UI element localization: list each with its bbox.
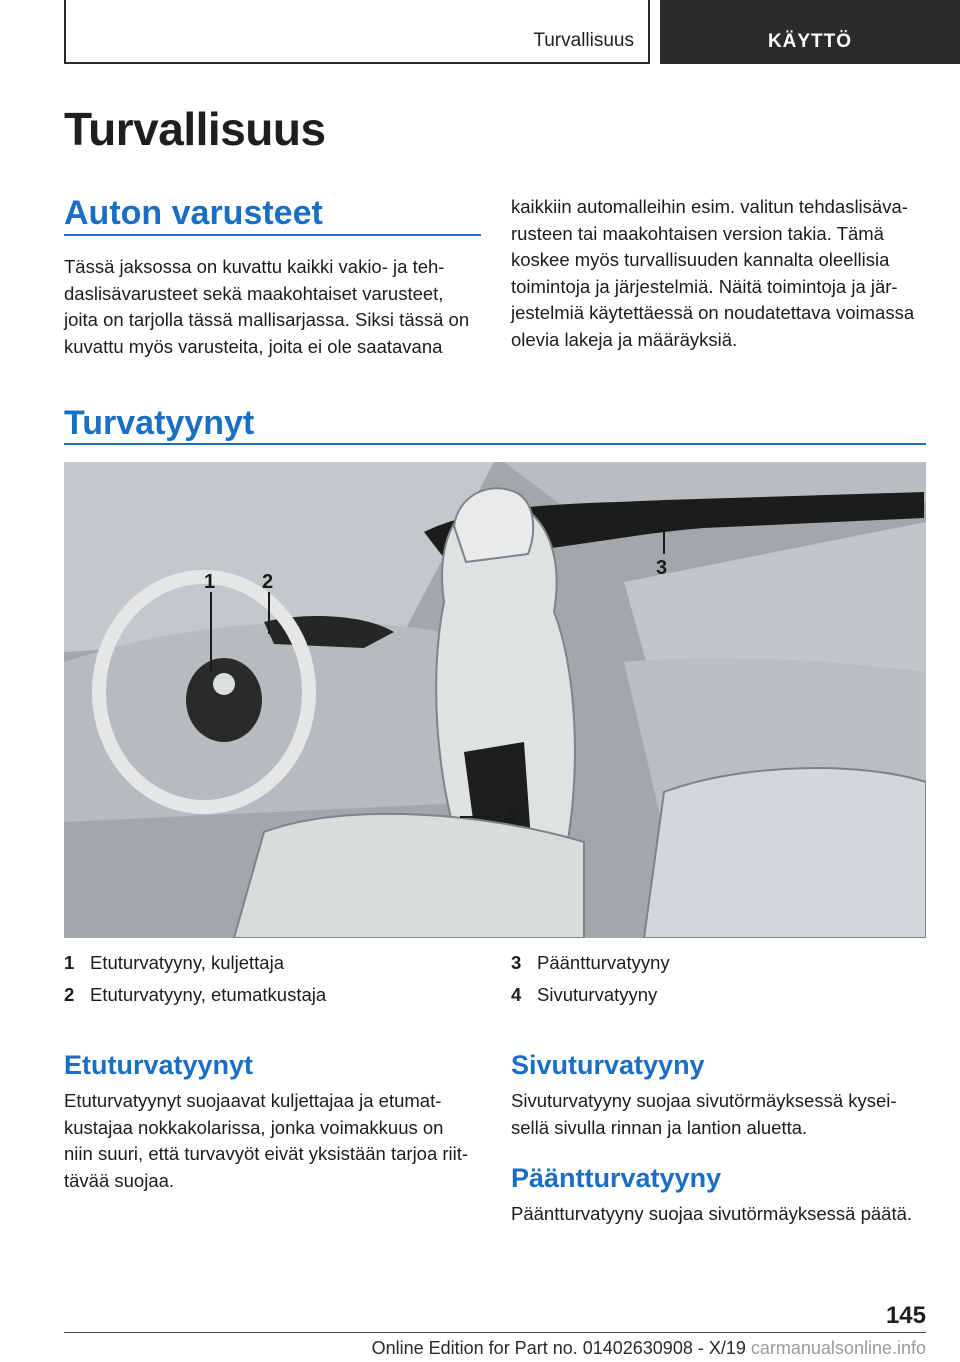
text-line: Sivuturvatyyny suojaa sivutörmäyksessä kysei- (511, 1090, 897, 1111)
legend-label: Etuturvatyyny, etumatkustaja (90, 984, 327, 1005)
callout-3: 3 (656, 557, 668, 579)
seat-cushion (234, 814, 584, 938)
legend-item (511, 984, 657, 1006)
text-line: Etuturvatyynyt suojaavat kuljettajaa ja etumat- (64, 1090, 442, 1111)
legend-number: 2 (64, 984, 75, 1005)
airbag-illustration (64, 462, 926, 938)
heading-airbags: Turvatyynyt (64, 404, 255, 442)
equipment-text-col2 (511, 194, 931, 353)
page-title: Turvallisuus (64, 103, 326, 155)
text-line: toimintoja ja järjestelmiä. Näitä toimintoja ja jär- (511, 275, 898, 297)
legend-number: 3 (511, 952, 522, 973)
text-line: rusteen tai maakohtaisen version takia. Tämä (511, 222, 884, 244)
footer-edition-text: Online Edition for Part no. 01402630908 - X/19 (371, 1338, 746, 1358)
text-line: sellä sivulla rinnan ja lantion aluetta. (511, 1116, 808, 1138)
text-line: Pääntturvatyyny suojaa sivutörmäyksessä päätä. (511, 1203, 913, 1224)
heading-airbags-rule (64, 443, 926, 445)
car-interior-drawing (64, 462, 926, 938)
equipment-text-col1 (64, 254, 484, 360)
dashboard (64, 622, 484, 822)
heading-head-airbag: Pääntturvatyyny (511, 1163, 722, 1193)
legend-label: Etuturvatyyny, kuljettaja (90, 952, 284, 973)
text-line: kaikkiin automalleihin esim. valitun tehdaslisäva- (511, 196, 908, 217)
legend-label: Sivuturvatyyny (537, 984, 658, 1005)
heading-equipment: Auton varusteet (64, 194, 323, 232)
side-airbag-text (511, 1088, 931, 1141)
rear-seat (644, 768, 926, 938)
footer-rule (64, 1332, 926, 1333)
text-line: Tässä jaksossa on kuvattu kaikki vakio- ja teh- (64, 256, 445, 277)
heading-front-airbags: Etuturvatyynyt (64, 1050, 254, 1080)
legend-label: Pääntturvatyyny (537, 952, 670, 973)
text-line: joita on tarjolla tässä mallisarjassa. Siksi tässä on (64, 309, 470, 330)
footer-edition (64, 1338, 926, 1359)
driver-airbag-hub (186, 658, 262, 742)
header-section-title: Turvallisuus (533, 30, 634, 51)
front-airbags-text (64, 1088, 484, 1194)
bmw-logo-icon (213, 673, 235, 695)
callout-2: 2 (262, 571, 274, 593)
heading-side-airbag: Sivuturvatyyny (511, 1050, 705, 1080)
text-line: tävää suojaa. (64, 1169, 175, 1191)
head-airbag-text (511, 1201, 931, 1228)
header-chapter-tab (660, 0, 960, 64)
callout-1: 1 (204, 571, 216, 593)
legend-number: 4 (511, 984, 522, 1005)
page-number: 145 (885, 1302, 926, 1329)
text-line: kuvattu myös varusteita, joita ei ole saatavana (64, 335, 443, 357)
callout-4: 4 (504, 806, 516, 828)
text-line: jestelmiä käytettäessä on noudatettava voimassa (511, 302, 915, 323)
legend-number: 1 (64, 952, 75, 973)
text-line: kustajaa nokkakolarissa, jonka voimakkuus on (64, 1116, 444, 1138)
heading-equipment-rule (64, 234, 481, 236)
footer-watermark: carmanualsonline.info (750, 1338, 926, 1358)
text-line: niin suuri, että turvavyöt eivät yksistään tarjoa riit- (64, 1143, 469, 1164)
legend-item (511, 952, 670, 974)
text-line: daslisävarusteet sekä maakohtaiset varusteet, (64, 282, 444, 304)
text-line: koskee myös turvallisuuden kannalta oleellisia (511, 249, 890, 270)
header-chapter-label: KÄYTTÖ (767, 31, 853, 52)
legend-item (64, 952, 284, 974)
text-line: olevia lakeja ja määräyksiä. (511, 328, 738, 350)
legend-item (64, 984, 326, 1006)
